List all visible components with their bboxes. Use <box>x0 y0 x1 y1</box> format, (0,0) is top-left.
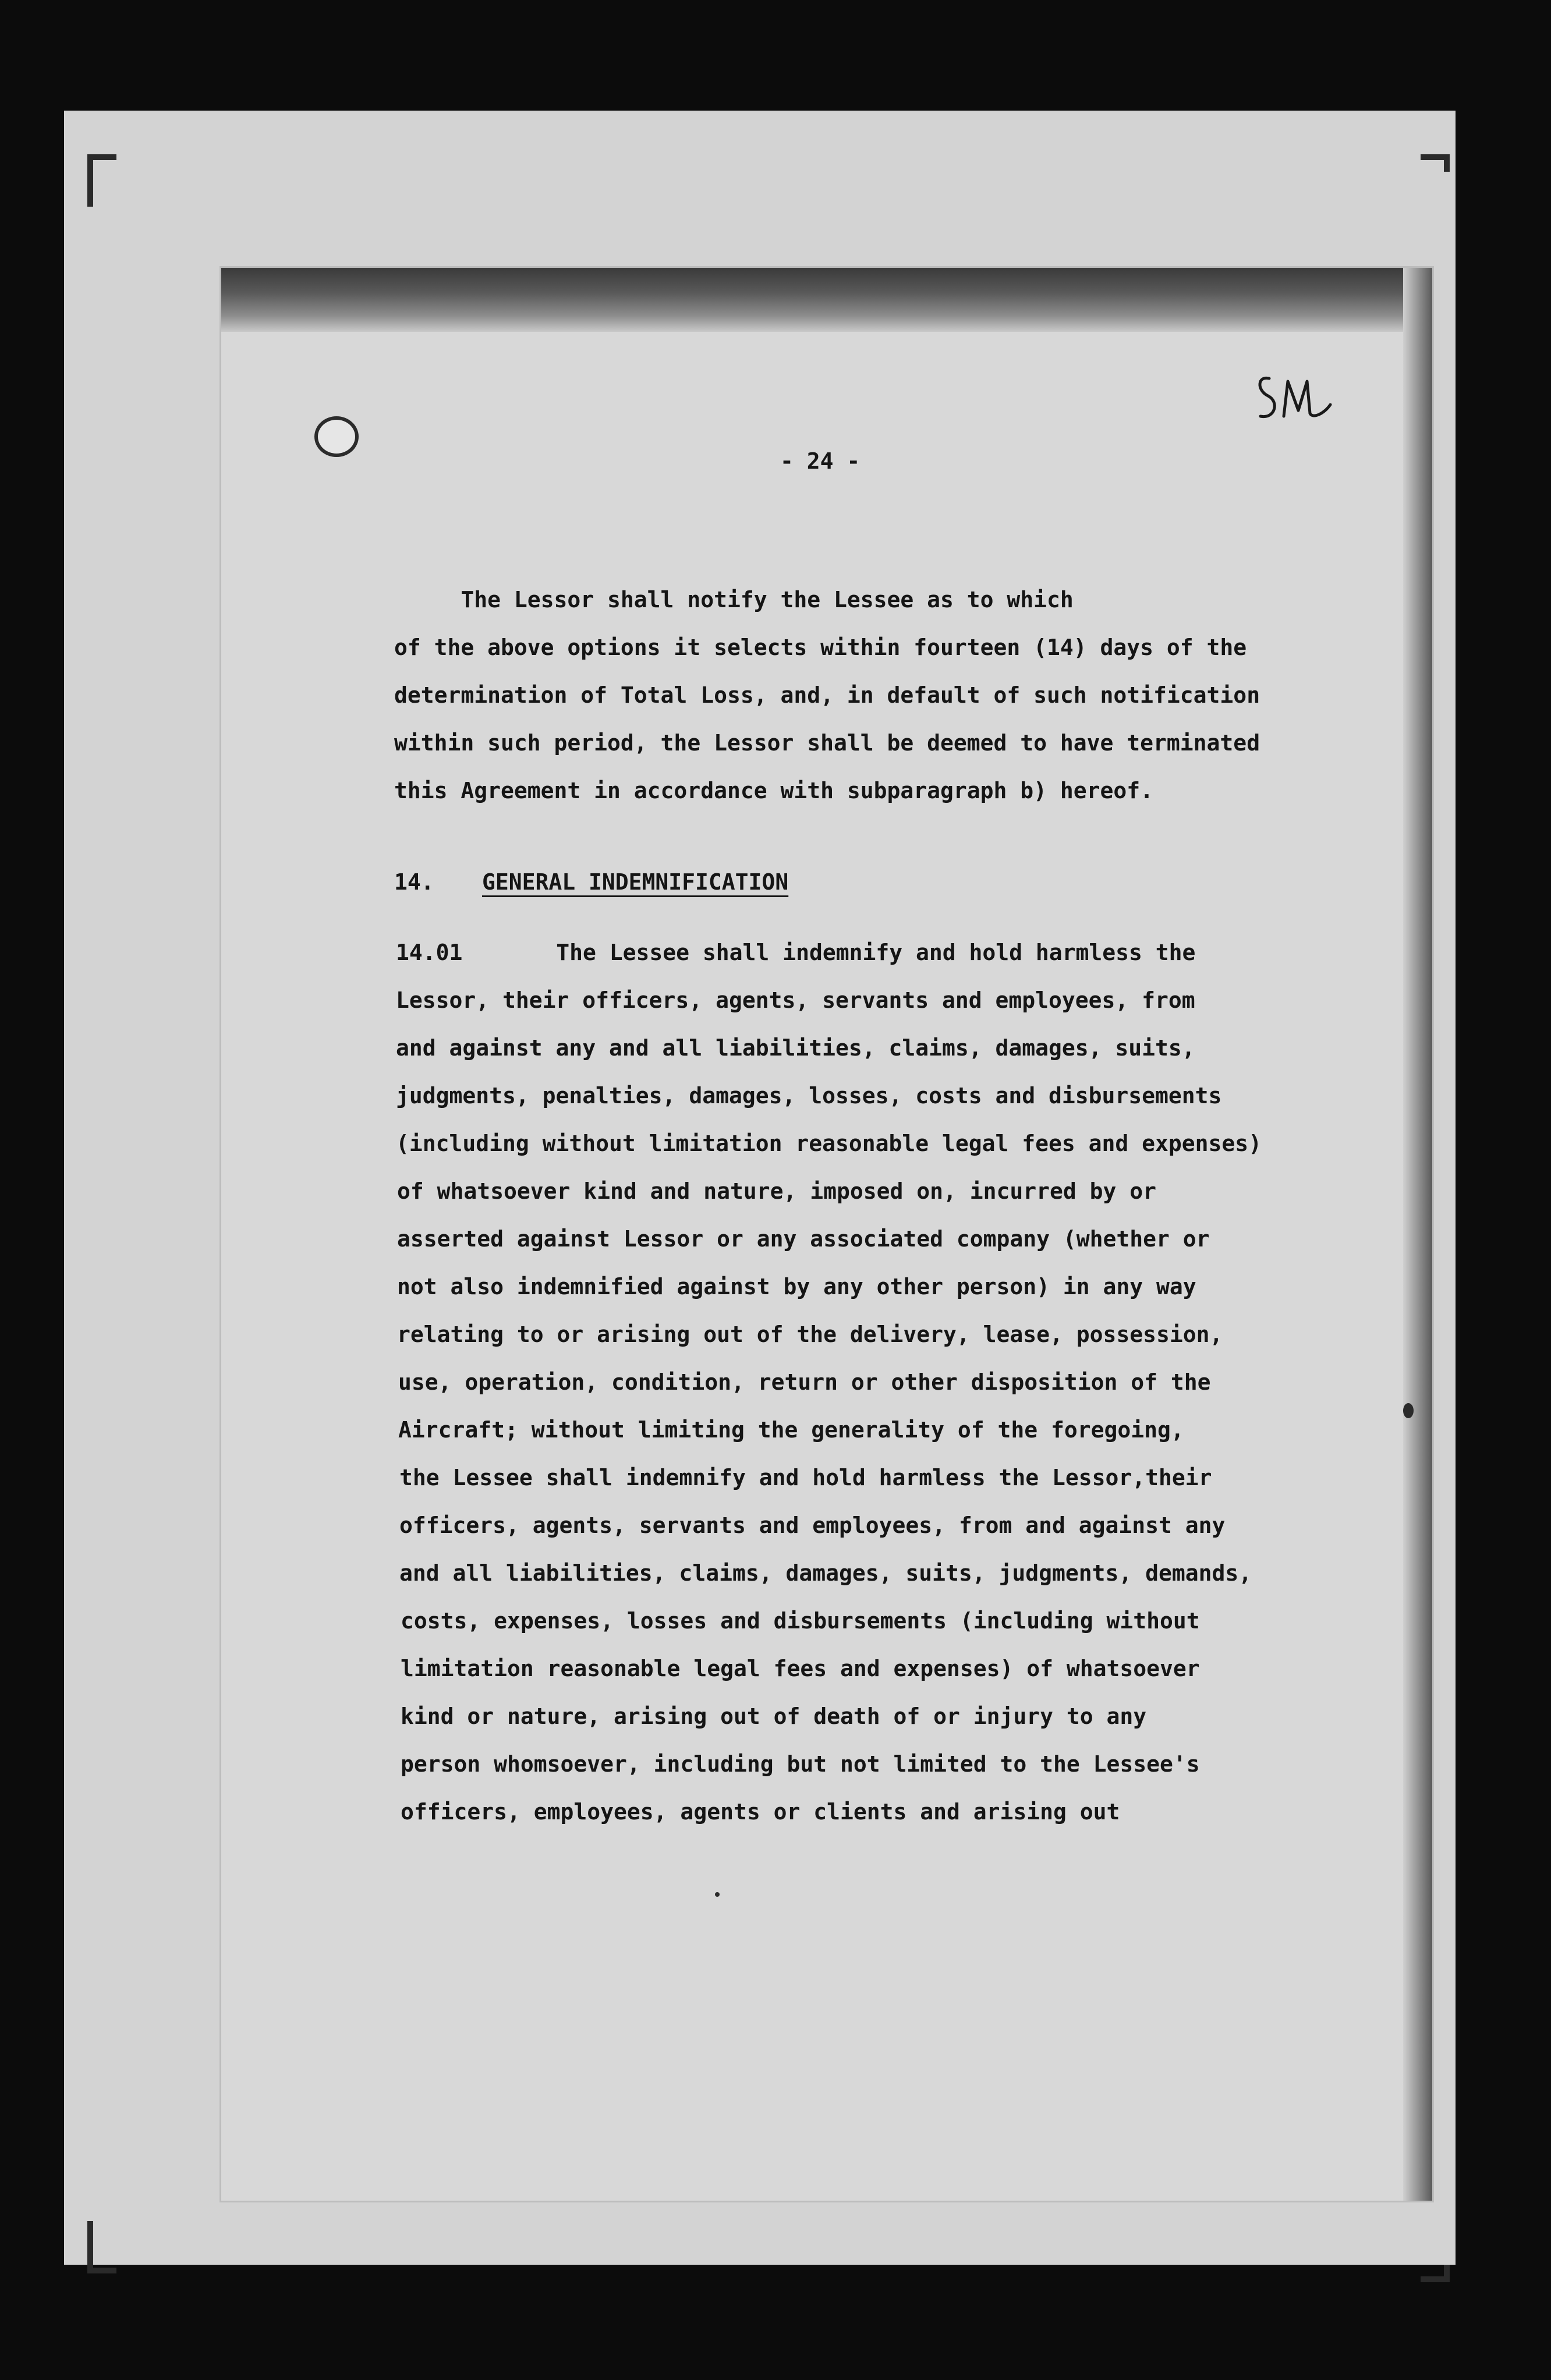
clause-line: limitation reasonable legal fees and expenses) of whatsoever <box>401 1656 1200 1681</box>
clause-line: Lessor, their officers, agents, servants and employees, from <box>396 987 1195 1013</box>
punch-hole-icon <box>314 416 359 457</box>
section-title: GENERAL INDEMNIFICATION <box>482 869 789 895</box>
ink-smudge <box>1403 1403 1414 1418</box>
clause-line: the Lessee shall indemnify and hold harmless the Lessor,their <box>399 1465 1212 1490</box>
clause-line: person whomsoever, including but not limited to the Lessee's <box>401 1751 1200 1777</box>
handwritten-initials <box>1252 364 1339 428</box>
clause-line: costs, expenses, losses and disbursements (including without <box>401 1608 1200 1634</box>
crop-mark-bottom-left <box>87 2221 116 2273</box>
intro-line: determination of Total Loss, and, in default of such notification <box>394 682 1260 708</box>
page-top-shadow <box>221 268 1432 332</box>
intro-line: within such period, the Lessor shall be deemed to have terminated <box>394 730 1260 756</box>
crop-mark-top-left <box>87 154 116 207</box>
section-number: 14. <box>394 869 434 895</box>
intro-line: The Lessor shall notify the Lessee as to which <box>394 587 1074 612</box>
clause-line: officers, agents, servants and employees, from and against any <box>399 1513 1226 1538</box>
clause-line: and against any and all liabilities, claims, damages, suits, <box>396 1035 1195 1061</box>
clause-line: and all liabilities, claims, damages, suits, judgments, demands, <box>399 1560 1252 1586</box>
intro-line: of the above options it selects within fourteen (14) days of the <box>394 635 1247 660</box>
page-number: - 24 - <box>780 448 861 474</box>
clause-line: not also indemnified against by any other person) in any way <box>397 1274 1196 1299</box>
clause-line: use, operation, condition, return or other disposition of the <box>398 1369 1211 1395</box>
page-right-shadow <box>1403 268 1432 2201</box>
clause-line: asserted against Lessor or any associated company (whether or <box>397 1226 1210 1252</box>
intro-line: this Agreement in accordance with subparagraph b) hereof. <box>394 778 1154 803</box>
clause-line: relating to or arising out of the delivery, lease, possession, <box>397 1322 1223 1347</box>
crop-mark-bottom-right <box>1421 2265 1450 2282</box>
ink-dot <box>715 1892 720 1897</box>
crop-mark-top-right <box>1421 154 1450 172</box>
clause-number: 14.01 <box>396 940 463 965</box>
clause-line: Aircraft; without limiting the generality of the foregoing, <box>398 1417 1184 1443</box>
clause-line: (including without limitation reasonable legal fees and expenses) <box>396 1131 1262 1156</box>
clause-line: officers, employees, agents or clients and arising out <box>401 1799 1120 1825</box>
clause-line: judgments, penalties, damages, losses, costs and disbursements <box>396 1083 1222 1108</box>
clause-line: of whatsoever kind and nature, imposed on, incurred by or <box>397 1178 1157 1204</box>
clause-line: kind or nature, arising out of death of or injury to any <box>401 1703 1147 1729</box>
clause-line: The Lessee shall indemnify and hold harmless the <box>476 940 1196 965</box>
